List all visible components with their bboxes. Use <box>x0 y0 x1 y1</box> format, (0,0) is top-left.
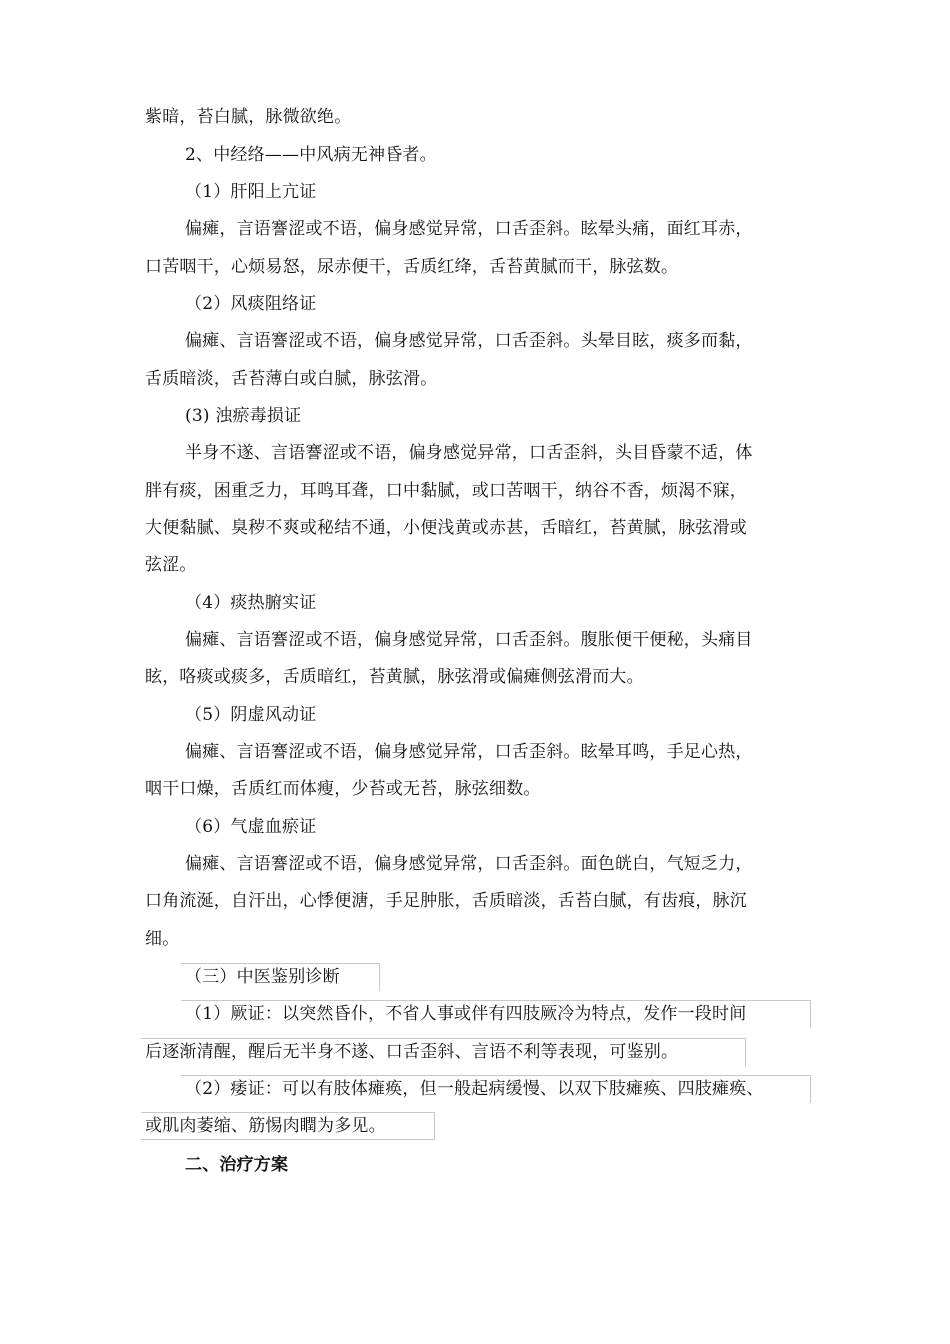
subsection-heading: （4）痰热腑实证 <box>185 593 317 613</box>
subsection-heading: （6）气虚血瘀证 <box>185 817 317 837</box>
paragraph-line: 偏瘫、言语謇涩或不语，偏身感觉异常，口舌歪斜。眩晕耳鸣，手足心热， <box>185 742 753 762</box>
paragraph-line: 眩，咯痰或痰多，舌质暗红，苔黄腻，脉弦滑或偏瘫侧弦滑而大。 <box>145 667 644 687</box>
subsection-heading: （1）肝阳上亢证 <box>185 182 317 202</box>
paragraph-line: 舌质暗淡，舌苔薄白或白腻，脉弦滑。 <box>145 369 438 389</box>
paragraph-line: 细。 <box>145 929 180 949</box>
paragraph-line: （1）厥证：以突然昏仆，不省人事或伴有四肢厥冷为特点，发作一段时间 <box>181 1000 811 1028</box>
paragraph-line: 弦涩。 <box>145 555 197 575</box>
paragraph-line: 后逐渐清醒，醒后无半身不遂、口舌歪斜、言语不利等表现，可鉴别。 <box>141 1038 746 1066</box>
paragraph-line: 偏瘫、言语謇涩或不语，偏身感觉异常，口舌歪斜。面色㿠白，气短乏力， <box>185 854 753 874</box>
paragraph-line: 口苦咽干，心烦易怒，尿赤便干，舌质红绛，舌苔黄腻而干，脉弦数。 <box>145 257 679 277</box>
paragraph-line: 偏瘫，言语謇涩或不语，偏身感觉异常，口舌歪斜。眩晕头痛，面红耳赤， <box>185 219 753 239</box>
paragraph-line: 胖有痰，困重乏力，耳鸣耳聋，口中黏腻，或口苦咽干，纳谷不香，烦渴不寐， <box>145 481 747 501</box>
paragraph-line: 咽干口燥，舌质红而体瘦，少苔或无苔，脉弦细数。 <box>145 779 541 799</box>
paragraph-line: 大便黏腻、臭秽不爽或秘结不通，小便浅黄或赤甚，舌暗红，苔黄腻，脉弦滑或 <box>145 518 747 538</box>
paragraph-line: 偏瘫、言语謇涩或不语，偏身感觉异常，口舌歪斜。腹胀便干便秘，头痛目 <box>185 630 753 650</box>
diagnosis-heading: （三）中医鉴别诊断 <box>181 963 380 991</box>
subsection-heading: (3) 浊瘀毒损证 <box>185 406 302 426</box>
paragraph-line: 或肌肉萎缩、筋惕肉瞤为多见。 <box>141 1112 435 1140</box>
section-heading: 2、中经络——中风病无神昏者。 <box>185 145 437 165</box>
subsection-heading: （5）阴虚风动证 <box>185 705 317 725</box>
paragraph-line: 偏瘫、言语謇涩或不语，偏身感觉异常，口舌歪斜。头晕目眩，痰多而黏， <box>185 331 753 351</box>
paragraph-line: 半身不遂、言语謇涩或不语，偏身感觉异常，口舌歪斜，头目昏蒙不适，体 <box>185 443 753 463</box>
paragraph-line: 口角流涎，自汗出，心悸便溏，手足肿胀，舌质暗淡，舌苔白腻，有齿痕，脉沉 <box>145 891 747 911</box>
paragraph-line: （2）痿证：可以有肢体瘫痪，但一般起病缓慢、以双下肢瘫痪、四肢瘫痪、 <box>181 1075 811 1103</box>
paragraph-line: 紫暗，苔白腻，脉微欲绝。 <box>145 107 352 127</box>
section-heading: 二、治疗方案 <box>185 1155 289 1175</box>
subsection-heading: （2）风痰阻络证 <box>185 294 317 314</box>
